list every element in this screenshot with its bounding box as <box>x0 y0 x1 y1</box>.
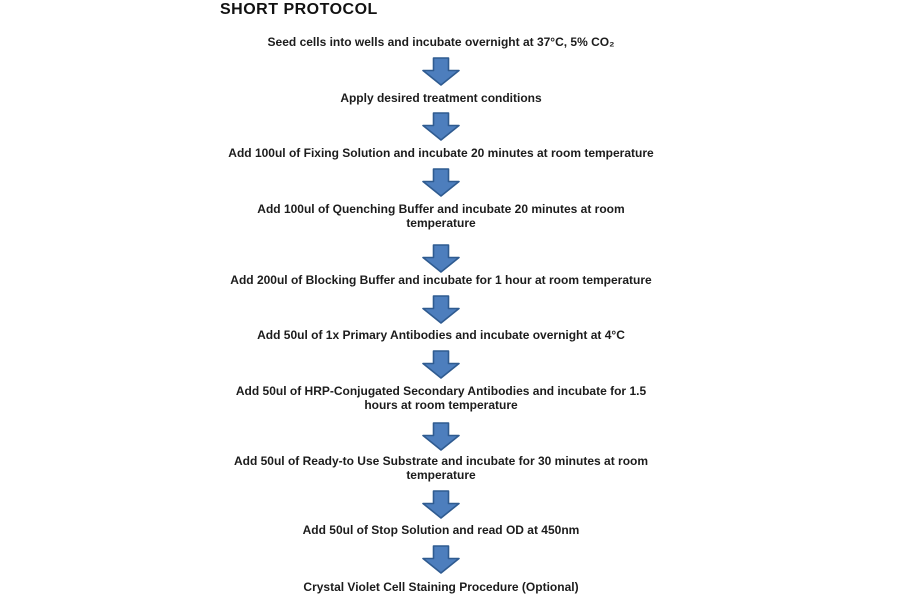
step-text: temperature <box>406 216 476 230</box>
protocol-step-10 <box>91 580 791 594</box>
down-arrow-icon <box>422 168 460 197</box>
protocol-step-4 <box>91 202 791 230</box>
protocol-step-7 <box>91 384 791 412</box>
protocol-step-2 <box>91 91 791 105</box>
step-text: Add 50ul of Ready-to Use Substrate and incubate for 30 minutes at room <box>233 454 649 468</box>
step-text: Add 50ul of HRP-Conjugated Secondary Antibodies and incubate for 1.5 <box>235 384 647 398</box>
down-arrow-icon <box>422 545 460 574</box>
step-text: Add 100ul of Quenching Buffer and incubate 20 minutes at room <box>257 202 625 216</box>
step-text: Crystal Violet Cell Staining Procedure (Optional) <box>303 580 579 594</box>
protocol-step-9 <box>91 523 791 537</box>
down-arrow-icon <box>422 112 460 141</box>
step-text: Add 200ul of Blocking Buffer and incubate for 1 hour at room temperature <box>230 273 652 287</box>
down-arrow-icon <box>422 295 460 324</box>
step-text: Add 100ul of Fixing Solution and incubate 20 minutes at room temperature <box>228 146 654 160</box>
protocol-step-6 <box>91 328 791 342</box>
step-text: Add 50ul of Stop Solution and read OD at 450nm <box>302 523 580 537</box>
step-text: hours at room temperature <box>364 398 518 412</box>
down-arrow-icon <box>422 490 460 519</box>
protocol-step-3 <box>91 146 791 160</box>
page-title: SHORT PROTOCOL <box>220 1 378 18</box>
step-text: Seed cells into wells and incubate overnight at 37°C, 5% CO₂ <box>267 35 615 49</box>
protocol-step-8 <box>91 454 791 482</box>
down-arrow-icon <box>422 244 460 273</box>
down-arrow-icon <box>422 350 460 379</box>
protocol-step-5 <box>91 273 791 287</box>
protocol-step-1 <box>91 35 791 49</box>
down-arrow-icon <box>422 422 460 451</box>
step-text: Apply desired treatment conditions <box>340 91 542 105</box>
down-arrow-icon <box>422 57 460 86</box>
step-text: temperature <box>406 468 476 482</box>
step-text: Add 50ul of 1x Primary Antibodies and incubate overnight at 4°C <box>257 328 625 342</box>
